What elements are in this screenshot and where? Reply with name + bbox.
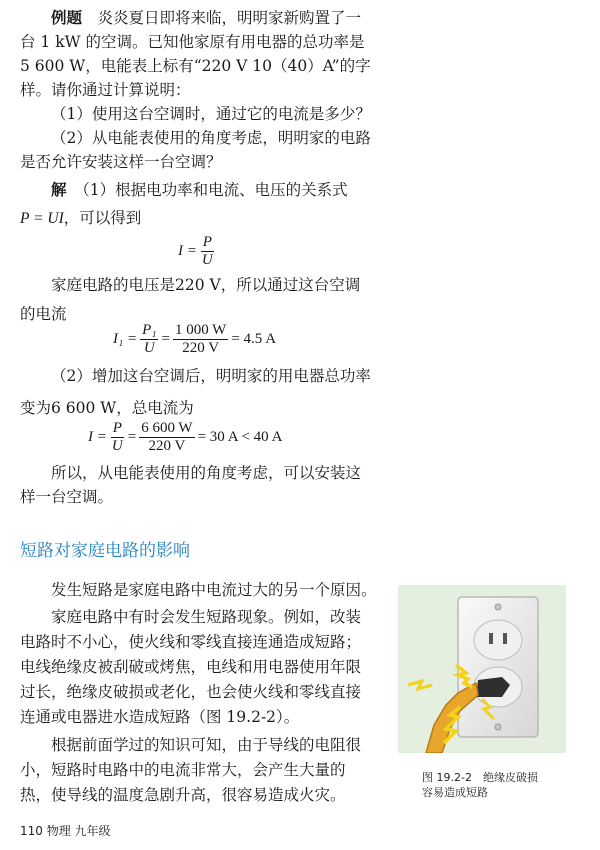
solution-line: 家庭电路的电压是220 V，所以通过这台空调 [51,276,361,294]
eq2-den1: U [143,340,155,356]
eq2-equals: = [161,331,170,347]
question-2: （2）从电能表使用的角度考虑，明明家的电路 [51,129,371,147]
eq3-den2: 220 V [148,438,186,454]
conclusion-line: 所以，从电能表使用的角度考虑，可以安装这 [51,464,362,482]
eq2-num2: 1 000 W [174,322,227,338]
eq2-fraction-1 [140,322,158,357]
eq3-result: = 30 A < 40 A [197,429,283,445]
paragraph-line: 发生短路是家庭电路中电流过大的另一个原因。 [51,581,377,599]
eq1-fraction [200,234,215,269]
eq1-lhs: I = [178,243,197,259]
eq2-lhs: I₁ = [113,331,138,347]
example-line: 台 1 kW 的空调。已知他家原有用电器的总功率是 [20,33,365,51]
eq3-lhs: I = [88,429,107,445]
eq2-den2: 220 V [182,340,220,356]
example-line: 样。请你通过计算说明： [20,81,191,99]
solution-line [20,206,380,231]
solution-line [20,178,380,202]
eq2-fraction-2 [173,322,228,357]
eq3-fraction-1 [110,420,125,455]
solution-line: 的电流 [20,305,67,323]
page-footer: 110 物理 九年级 [20,824,111,838]
paragraph-line: 根据前面学过的知识可知，由于导线的电阻很 [51,736,362,754]
eq3-num1: P [112,420,122,436]
eq2-result: = 4.5 A [231,331,277,347]
eq2-num1: P₁ [142,322,157,338]
question-2-cont: 是否允许安装这样一台空调？ [20,153,222,171]
example-line [20,6,380,30]
equation-1 [178,234,218,269]
paragraph-line: 连通或电器进水造成短路（图 19.2-2）。 [20,708,300,726]
solution-text: （1）根据电功率和电流、电压的关系式 [82,181,348,199]
paragraph-line: 热，使导线的温度急剧升高，很容易造成火灾。 [20,786,346,804]
eq1-num: P [202,234,212,250]
solution-label: 解 [51,181,67,199]
short-circuit-illustration [398,585,566,753]
section-heading: 短路对家庭电路的影响 [20,541,190,561]
eq3-fraction-2 [139,420,194,455]
paragraph-line: 小，短路时电路中的电流非常大，会产生大量的 [20,761,346,779]
paragraph-line: 家庭电路中有时会发生短路现象。例如，改装 [51,608,362,626]
conclusion-line: 样一台空调。 [20,488,114,506]
paragraph-line: 过长，绝缘皮破损或老化，也会使火线和零线直接 [20,683,362,701]
solution-line: （2）增加这台空调后，明明家的用电器总功率 [51,367,371,385]
formula-p-ui: P = UI [20,210,64,227]
paragraph-line: 电线绝缘皮被刮破或烤焦，电线和用电器使用年限 [20,658,362,676]
caption-line-1: 图 19.2-2 绝缘皮破损 [422,771,538,784]
solution-line: 变为6 600 W，总电流为 [20,399,194,417]
example-text: 炎炎夏日即将来临，明明家新购置了一 [97,9,362,27]
eq1-den: U [201,252,213,268]
question-1: （1）使用这台空调时，通过它的电流是多少？ [51,105,371,123]
solution-text: ，可以得到 [63,209,142,227]
figure-caption [422,770,538,800]
caption-line-2: 容易造成短路 [422,786,488,799]
eq3-equals: = [127,429,137,445]
outlet-plug-sparks-icon [398,585,566,753]
equation-3 [88,420,282,455]
example-line: 5 600 W，电能表上标有“220 V 10（40）A”的字 [20,57,371,75]
example-label: 例题 [51,9,83,27]
eq3-den1: U [111,438,123,454]
equation-2 [113,322,276,357]
paragraph-line: 电路时不小心，使火线和零线直接连通造成短路； [20,633,362,651]
eq3-num2: 6 600 W [141,420,193,436]
